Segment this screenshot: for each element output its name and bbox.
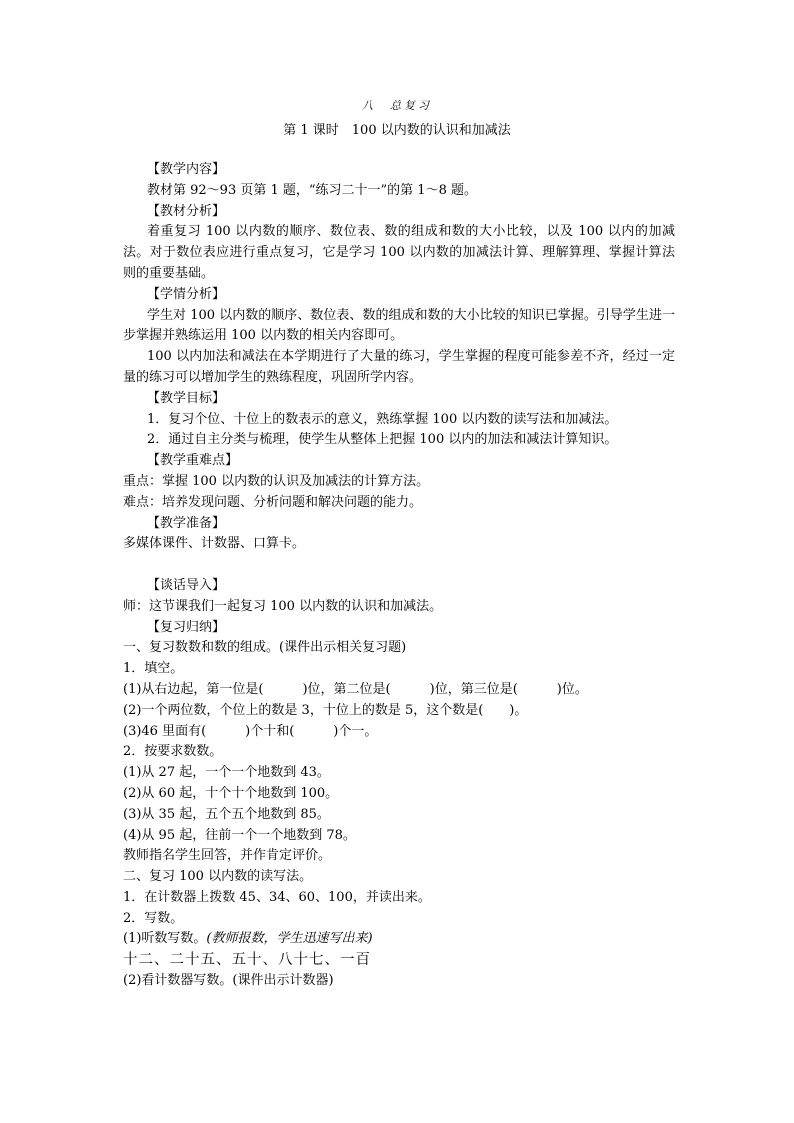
lesson-title: 第 1 课时 100 以内数的认识和加减法 [283, 123, 511, 138]
hard-point: 难点：培养发现问题、分析问题和解决问题的能力。 [123, 494, 423, 510]
question-2-3: (3)从 35 起，五个五个地数到 85。 [123, 806, 330, 822]
blank-line [123, 555, 675, 576]
key-heading: 【教学重难点】 [147, 453, 239, 469]
dictation-note: (教师报数，学生迅速写出来) [206, 931, 373, 947]
teacher-note: 教师指名学生回答，并作肯定评价。 [123, 848, 332, 864]
intro-heading: 【谈话导入】 [147, 577, 226, 593]
part2-question-2-1 [123, 929, 675, 950]
question-2-1: (1)从 27 起，一个一个地数到 43。 [123, 765, 330, 781]
goal-heading: 【教学目标】 [147, 390, 226, 406]
dictation-label: (1)听数写数。 [123, 931, 207, 947]
prep-text: 多媒体课件、计数器、口算卡。 [123, 536, 306, 552]
question-1-1: (1)从右边起，第一位是( )位，第二位是( )位，第三位是( )位。 [123, 681, 588, 697]
goal-item-2: 2．通过自主分类与梳理，使学生从整体上把握 100 以内的加法和减法计算知识。 [147, 432, 618, 448]
numbers-line: 十二、二十五、五十、八十七、一百 [123, 952, 371, 969]
content-text: 教材第 92～93 页第 1 题，“练习二十一”的第 1～8 题。 [147, 182, 477, 198]
content-heading: 【教学内容】 [147, 162, 226, 177]
student-text-1: 学生对 100 以内数的顺序、数位表、数的组成和数的大小比较的知识已掌握。引导学生进一步掌握并熟练运用 100 以内数的相关内容即可。 [123, 307, 675, 344]
intro-text: 师：这节课我们一起复习 100 以内数的认识和加减法。 [123, 598, 443, 614]
prep-heading: 【教学准备】 [147, 515, 226, 531]
question-2-2: (2)从 60 起，十个十个地数到 100。 [123, 785, 339, 801]
question-1-3: (3)46 里面有( )个十和( )个一。 [123, 723, 378, 739]
student-text-2: 100 以内加法和减法在本学期进行了大量的练习，学生掌握的程度可能参差不齐，经过一定量的练习可以增加学生的熟练程度，巩固所学内容。 [123, 349, 675, 385]
question-2-4: (4)从 95 起，往前一个一个地数到 78。 [123, 827, 356, 843]
part1-title: 一、复习数数和数的组成。(课件出示相关复习题) [123, 640, 407, 656]
analysis-text: 着重复习 100 以内数的顺序、数位表、数的组成和数的大小比较，以及 100 以内的加减法。对于数位表应进行重点复习，它是学习 100 以内数的加减法计算、理解算理、掌握计算法则的重要基础。 [123, 224, 675, 281]
key-point: 重点：掌握 100 以内数的认识及加减法的计算方法。 [123, 473, 430, 489]
analysis-heading: 【教材分析】 [147, 203, 226, 219]
part2-title: 二、复习 100 以内数的读写法。 [123, 869, 313, 885]
review-heading: 【复习归纳】 [147, 619, 226, 635]
part2-question-2-2: (2)看计数器写数。(课件出示计数器) [123, 973, 334, 989]
goal-item-1: 1．复习个位、十位上的数表示的意义，熟练掌握 100 以内数的读写法和加减法。 [147, 411, 618, 427]
question-2: 2．按要求数数。 [123, 744, 223, 760]
question-1: 1．填空。 [123, 661, 184, 677]
question-1-2: (2)一个两位数，个位上的数是 3，十位上的数是 5，这个数是( )。 [123, 702, 528, 718]
document-body [123, 160, 675, 992]
chapter-title: 八 总复习 [362, 99, 432, 112]
part2-question-1: 1．在计数器上拨数 45、34、60、100，并读出来。 [123, 889, 431, 905]
part2-question-2: 2．写数。 [123, 910, 184, 926]
student-heading: 【学情分析】 [147, 286, 226, 302]
